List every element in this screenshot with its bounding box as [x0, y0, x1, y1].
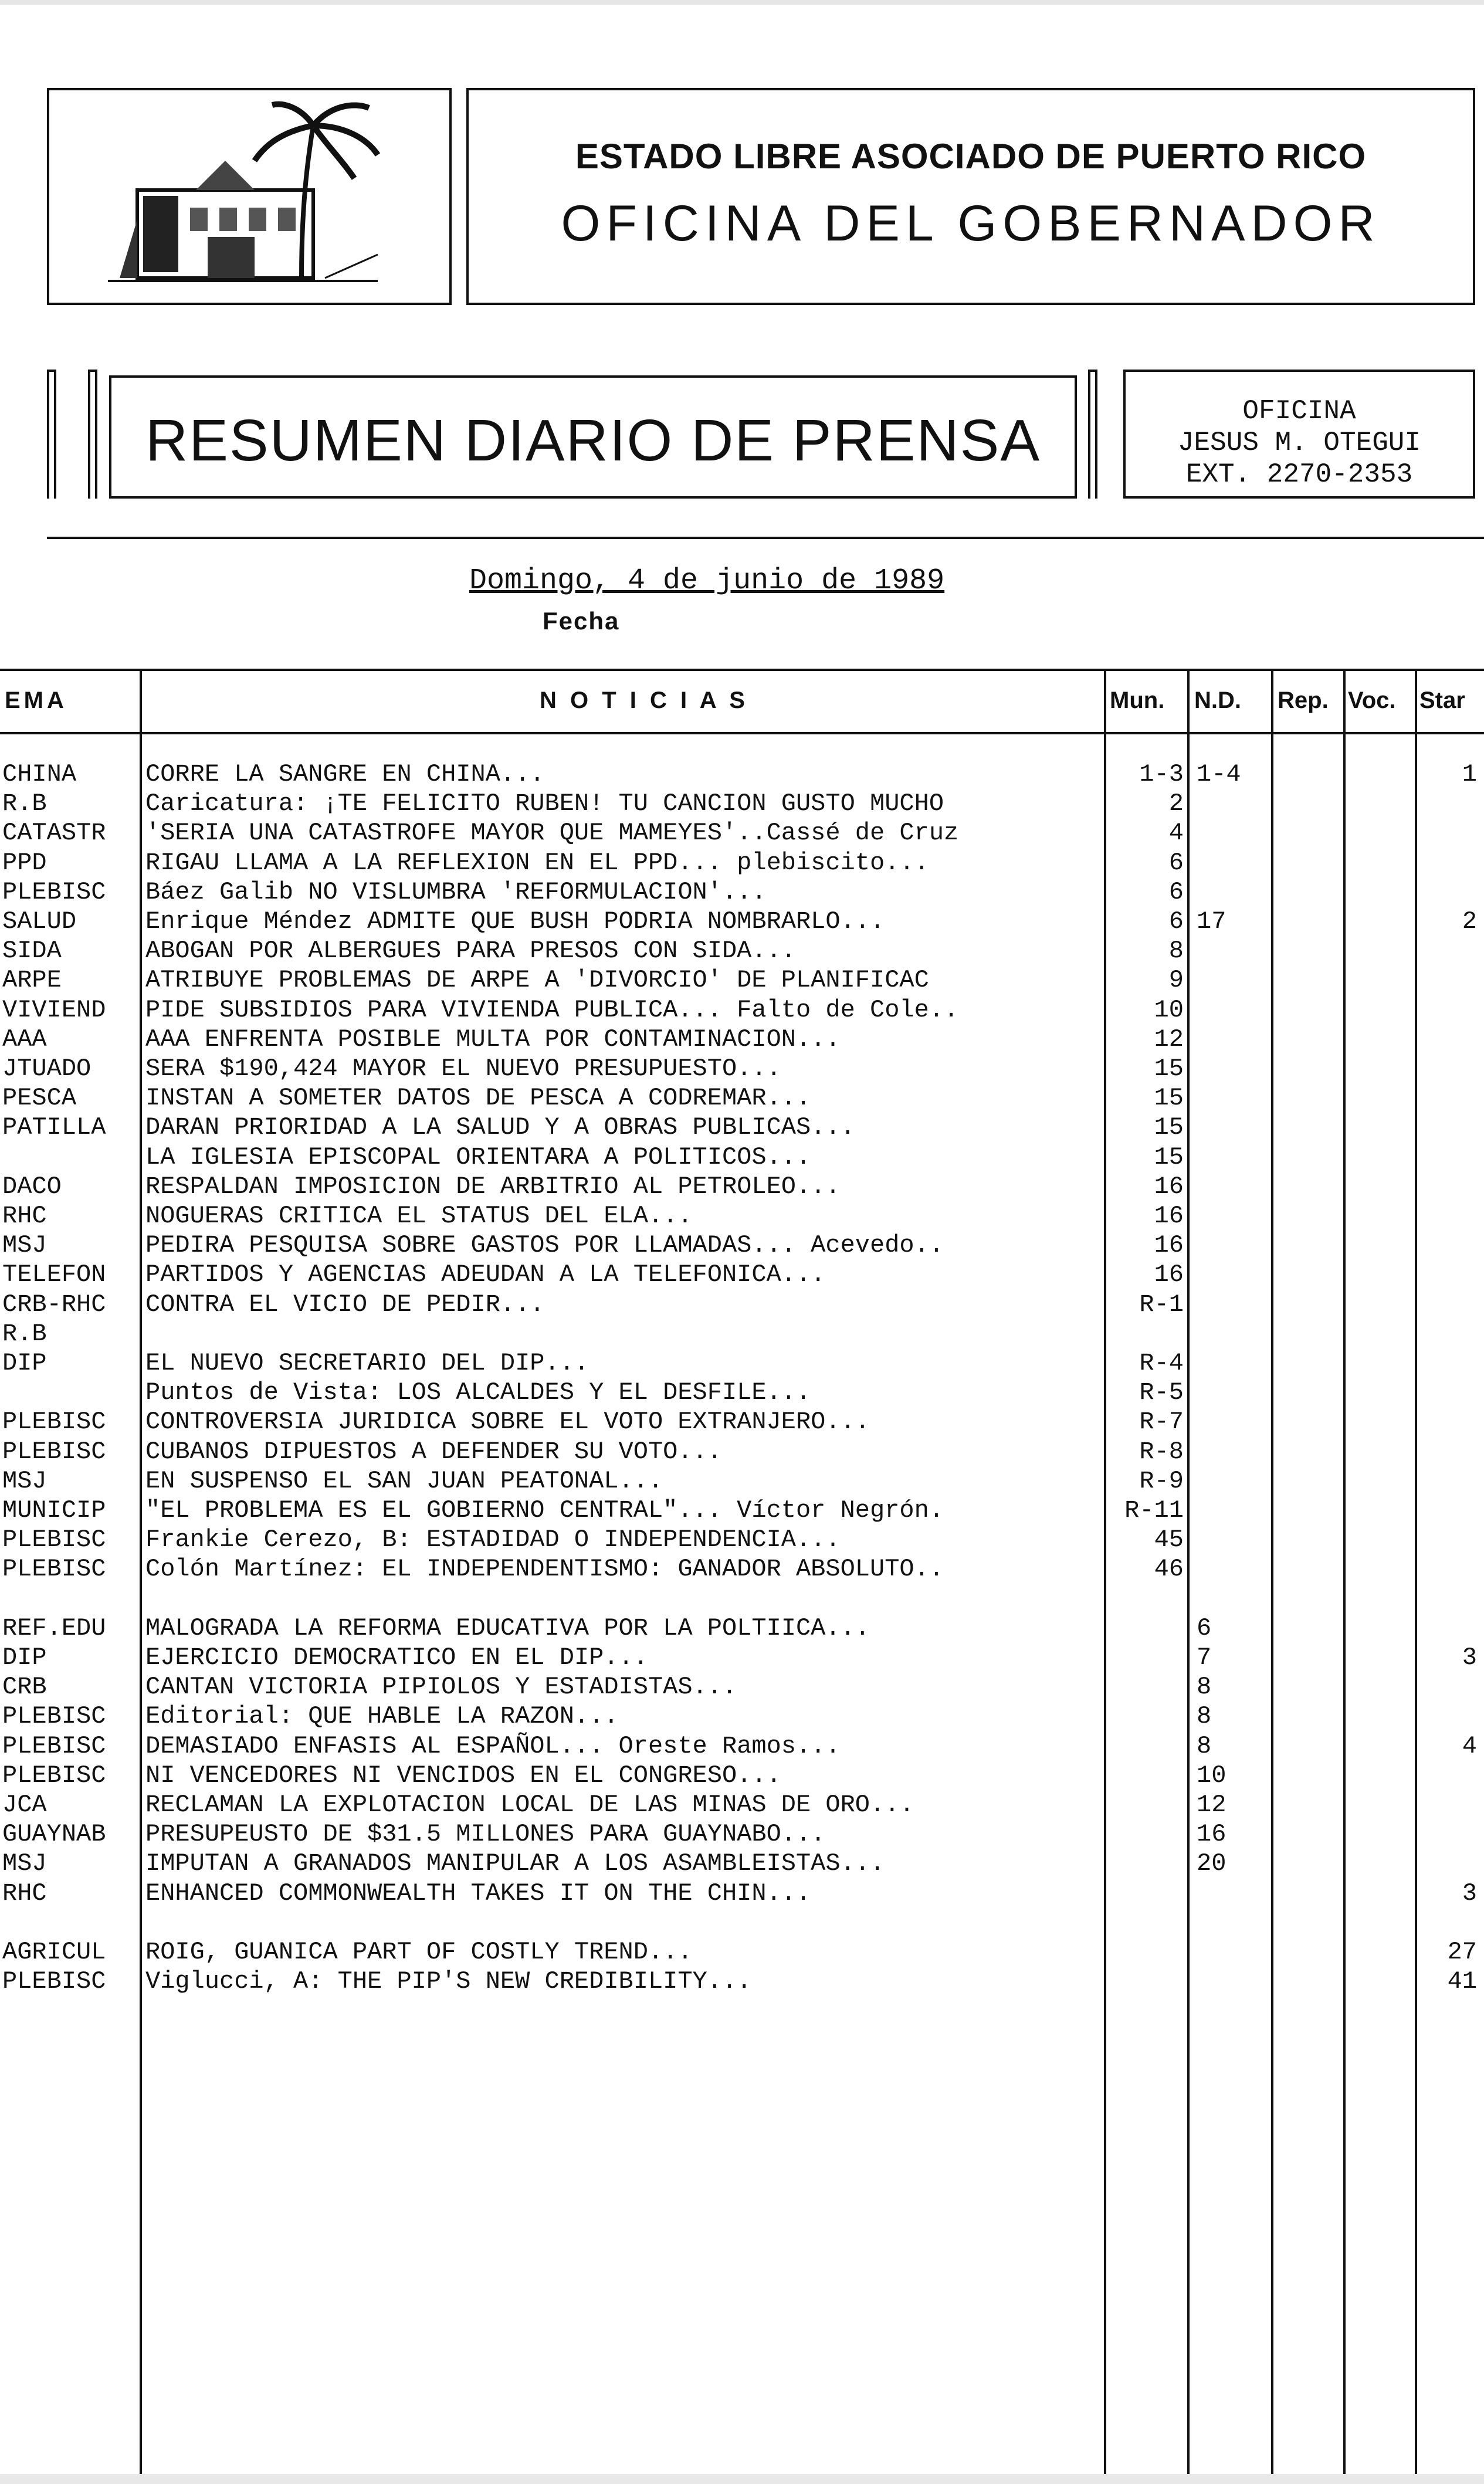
row-tema: VIVIEND [2, 995, 106, 1024]
col-divider-tema [140, 669, 142, 2484]
row-noticia: Colón Martínez: EL INDEPENDENTISMO: GANADOR ABSOLUTO.. [145, 1555, 944, 1584]
row-noticia: Editorial: QUE HABLE LA RAZON... [145, 1702, 619, 1731]
row-nd: 8 [1197, 1731, 1212, 1760]
row-nd: 10 [1197, 1761, 1226, 1790]
row-tema: PESCA [2, 1084, 77, 1113]
table-header-rule [0, 732, 1484, 734]
row-mun: 9 [1168, 966, 1184, 995]
row-noticia: ROIG, GUANICA PART OF COSTLY TREND... [145, 1938, 693, 1966]
banner-bar-right [1088, 370, 1097, 499]
row-mun: 15 [1154, 1055, 1184, 1083]
banner-title: RESUMEN DIARIO DE PRENSA [145, 408, 1041, 473]
row-mun: R-4 [1139, 1349, 1184, 1377]
row-mun: 15 [1154, 1084, 1184, 1113]
row-tema: CHINA [2, 760, 77, 788]
row-tema: TELEFON [2, 1260, 106, 1289]
row-tema: GUAYNAB [2, 1820, 106, 1849]
row-noticia: EL NUEVO SECRETARIO DEL DIP... [145, 1349, 589, 1377]
contact-extension: EXT. 2270-2353 [1185, 459, 1413, 490]
row-tema: CRB-RHC [2, 1290, 106, 1319]
row-noticia: CONTROVERSIA JURIDICA SOBRE EL VOTO EXTRANJERO... [145, 1408, 870, 1436]
row-noticia: RIGAU LLAMA A LA REFLEXION EN EL PPD... plebiscito... [145, 848, 929, 877]
row-mun: R-5 [1139, 1378, 1184, 1407]
row-mun: 46 [1154, 1555, 1184, 1584]
row-mun: 16 [1154, 1231, 1184, 1260]
row-nd: 8 [1197, 1673, 1212, 1702]
header-separator [47, 537, 1484, 539]
row-mun: 16 [1154, 1172, 1184, 1201]
row-noticia: PIDE SUBSIDIOS PARA VIVIENDA PUBLICA... Falto de Cole.. [145, 995, 959, 1024]
row-tema: PLEBISC [2, 877, 106, 906]
row-tema: PLEBISC [2, 1408, 106, 1436]
row-tema: PLEBISC [2, 1761, 106, 1790]
row-mun: 15 [1154, 1143, 1184, 1171]
row-nd: 7 [1197, 1643, 1212, 1672]
row-tema: RHC [2, 1202, 47, 1230]
col-divider-voc [1343, 669, 1346, 2484]
row-nd: 16 [1197, 1820, 1226, 1849]
fortaleza-emblem-icon [49, 90, 449, 303]
banner-bar-left-2 [88, 370, 97, 499]
row-noticia: PARTIDOS Y AGENCIAS ADEUDAN A LA TELEFONICA... [145, 1260, 826, 1289]
row-star: 3 [1462, 1643, 1477, 1672]
row-mun: 6 [1168, 907, 1184, 936]
table-top-rule [0, 669, 1484, 671]
row-tema: REF.EDU [2, 1614, 106, 1642]
row-tema: DIP [2, 1349, 47, 1377]
col-divider-star [1415, 669, 1417, 2484]
row-noticia: RECLAMAN LA EXPLOTACION LOCAL DE LAS MINAS DE ORO... [145, 1791, 914, 1819]
row-noticia: CONTRA EL VICIO DE PEDIR... [145, 1290, 545, 1319]
row-mun: R-1 [1139, 1290, 1184, 1319]
row-tema: SALUD [2, 907, 77, 936]
row-tema: R.B [2, 789, 47, 818]
row-noticia: INSTAN A SOMETER DATOS DE PESCA A CODREMAR... [145, 1084, 811, 1113]
row-tema: AGRICUL [2, 1938, 106, 1966]
row-tema: PLEBISC [2, 1437, 106, 1466]
row-noticia: 'SERIA UNA CATASTROFE MAYOR QUE MAMEYES'..Cassé de Cruz [145, 819, 959, 848]
row-tema: R.B [2, 1319, 47, 1348]
row-star: 4 [1462, 1731, 1477, 1760]
row-mun: 2 [1168, 789, 1184, 818]
row-mun: 1-3 [1139, 760, 1184, 788]
contact-box [1123, 370, 1475, 499]
row-noticia: CORRE LA SANGRE EN CHINA... [145, 760, 545, 788]
row-noticia: CANTAN VICTORIA PIPIOLOS Y ESTADISTAS... [145, 1673, 737, 1702]
contact-name: JESUS M. OTEGUI [1177, 428, 1421, 458]
row-noticia: RESPALDAN IMPOSICION DE ARBITRIO AL PETROLEO... [145, 1172, 841, 1201]
row-tema: PLEBISC [2, 1967, 106, 1996]
row-star: 3 [1462, 1879, 1477, 1907]
row-mun: 16 [1154, 1202, 1184, 1230]
row-noticia: NOGUERAS CRITICA EL STATUS DEL ELA... [145, 1202, 693, 1230]
row-noticia: NI VENCEDORES NI VENCIDOS EN EL CONGRESO... [145, 1761, 781, 1790]
banner-box [109, 375, 1077, 499]
col-header-nd: N.D. [1194, 687, 1241, 713]
banner-bar-left [47, 370, 56, 499]
row-tema: PPD [2, 848, 47, 877]
row-mun: 4 [1168, 819, 1184, 848]
row-mun: R-11 [1124, 1496, 1184, 1524]
row-tema: PLEBISC [2, 1555, 106, 1584]
row-noticia: Frankie Cerezo, B: ESTADIDAD O INDEPENDENCIA... [145, 1526, 841, 1554]
row-tema: PLEBISC [2, 1702, 106, 1731]
scan-bottom-edge [0, 2474, 1484, 2484]
row-nd: 12 [1197, 1791, 1226, 1819]
row-star: 27 [1447, 1938, 1477, 1966]
row-noticia: DARAN PRIORIDAD A LA SALUD Y A OBRAS PUBLICAS... [145, 1113, 855, 1142]
row-tema: DIP [2, 1643, 47, 1672]
row-mun: 8 [1168, 937, 1184, 965]
emblem-box [47, 88, 452, 305]
row-tema: CRB [2, 1673, 47, 1702]
row-tema: CATASTR [2, 819, 106, 848]
row-noticia: Puntos de Vista: LOS ALCALDES Y EL DESFILE... [145, 1378, 811, 1407]
row-nd: 8 [1197, 1702, 1212, 1731]
row-noticia: PEDIRA PESQUISA SOBRE GASTOS POR LLAMADAS... Acevedo.. [145, 1231, 944, 1260]
col-divider-mun [1104, 669, 1106, 2484]
contact-office: OFICINA [1242, 396, 1356, 426]
row-noticia: ENHANCED COMMONWEALTH TAKES IT ON THE CHIN... [145, 1879, 811, 1907]
scan-edge [0, 0, 1484, 5]
row-tema: MUNICIP [2, 1496, 106, 1524]
row-noticia: ATRIBUYE PROBLEMAS DE ARPE A 'DIVORCIO' DE PLANIFICAC [145, 966, 929, 995]
row-mun: R-8 [1139, 1437, 1184, 1466]
row-mun: 16 [1154, 1260, 1184, 1289]
col-header-star: Star [1419, 687, 1465, 713]
row-noticia: EJERCICIO DEMOCRATICO EN EL DIP... [145, 1643, 648, 1672]
row-star: 41 [1447, 1967, 1477, 1996]
office-title: OFICINA DEL GOBERNADOR [561, 195, 1381, 252]
row-noticia: AAA ENFRENTA POSIBLE MULTA POR CONTAMINACION... [145, 1025, 841, 1053]
row-tema: RHC [2, 1879, 47, 1907]
row-mun: 12 [1154, 1025, 1184, 1053]
row-tema: PLEBISC [2, 1526, 106, 1554]
row-noticia: PRESUPEUSTO DE $31.5 MILLONES PARA GUAYNABO... [145, 1820, 826, 1849]
row-noticia: Viglucci, A: THE PIP'S NEW CREDIBILITY... [145, 1967, 752, 1996]
row-nd: 20 [1197, 1849, 1226, 1878]
row-mun: 10 [1154, 995, 1184, 1024]
row-noticia: ABOGAN POR ALBERGUES PARA PRESOS CON SIDA... [145, 937, 796, 965]
office-title-box [466, 88, 1475, 305]
date-label: Fecha [543, 607, 620, 635]
row-noticia: "EL PROBLEMA ES EL GOBIERNO CENTRAL"... Víctor Negrón. [145, 1496, 944, 1524]
row-noticia: DEMASIADO ENFASIS AL ESPAÑOL... Oreste Ramos... [145, 1731, 841, 1760]
row-noticia: MALOGRADA LA REFORMA EDUCATIVA POR LA POLTIICA... [145, 1614, 870, 1642]
row-tema: JCA [2, 1791, 47, 1819]
state-title: ESTADO LIBRE ASOCIADO DE PUERTO RICO [575, 137, 1367, 176]
row-mun: 6 [1168, 848, 1184, 877]
row-tema: JTUADO [2, 1055, 92, 1083]
row-tema: MSJ [2, 1466, 47, 1495]
row-noticia: Báez Galib NO VISLUMBRA 'REFORMULACION'... [145, 877, 767, 906]
date-value: Domingo, 4 de junio de 1989 [469, 564, 945, 598]
row-noticia: CUBANOS DIPUESTOS A DEFENDER SU VOTO... [145, 1437, 722, 1466]
row-noticia: Enrique Méndez ADMITE QUE BUSH PODRIA NOMBRARLO... [145, 907, 885, 936]
row-mun: 15 [1154, 1113, 1184, 1142]
row-star: 1 [1462, 760, 1477, 788]
row-star: 2 [1462, 907, 1477, 936]
row-tema: MSJ [2, 1231, 47, 1260]
row-tema: AAA [2, 1025, 47, 1053]
row-tema: DACO [2, 1172, 62, 1201]
row-nd: 17 [1197, 907, 1226, 936]
row-tema: ARPE [2, 966, 62, 995]
col-divider-rep [1271, 669, 1273, 2484]
row-noticia: Caricatura: ¡TE FELICITO RUBEN! TU CANCION GUSTO MUCHO [145, 789, 944, 818]
col-divider-nd [1187, 669, 1190, 2484]
row-tema: SIDA [2, 937, 62, 965]
col-header-tema: EMA [5, 687, 67, 713]
col-header-noticias: N O T I C I A S [540, 687, 748, 713]
row-nd: 6 [1197, 1614, 1212, 1642]
row-mun: 45 [1154, 1526, 1184, 1554]
row-nd: 1-4 [1197, 760, 1241, 788]
row-noticia: SERA $190,424 MAYOR EL NUEVO PRESUPUESTO... [145, 1055, 781, 1083]
row-noticia: EN SUSPENSO EL SAN JUAN PEATONAL... [145, 1466, 663, 1495]
row-mun: R-9 [1139, 1466, 1184, 1495]
row-tema: MSJ [2, 1849, 47, 1878]
row-noticia: IMPUTAN A GRANADOS MANIPULAR A LOS ASAMBLEISTAS... [145, 1849, 885, 1878]
row-mun: R-7 [1139, 1408, 1184, 1436]
row-noticia: LA IGLESIA EPISCOPAL ORIENTARA A POLITICOS... [145, 1143, 811, 1171]
col-header-voc: Voc. [1348, 687, 1396, 713]
col-header-rep: Rep. [1278, 687, 1329, 713]
row-tema: PLEBISC [2, 1731, 106, 1760]
col-header-mun: Mun. [1110, 687, 1165, 713]
row-mun: 6 [1168, 877, 1184, 906]
row-tema: PATILLA [2, 1113, 106, 1142]
